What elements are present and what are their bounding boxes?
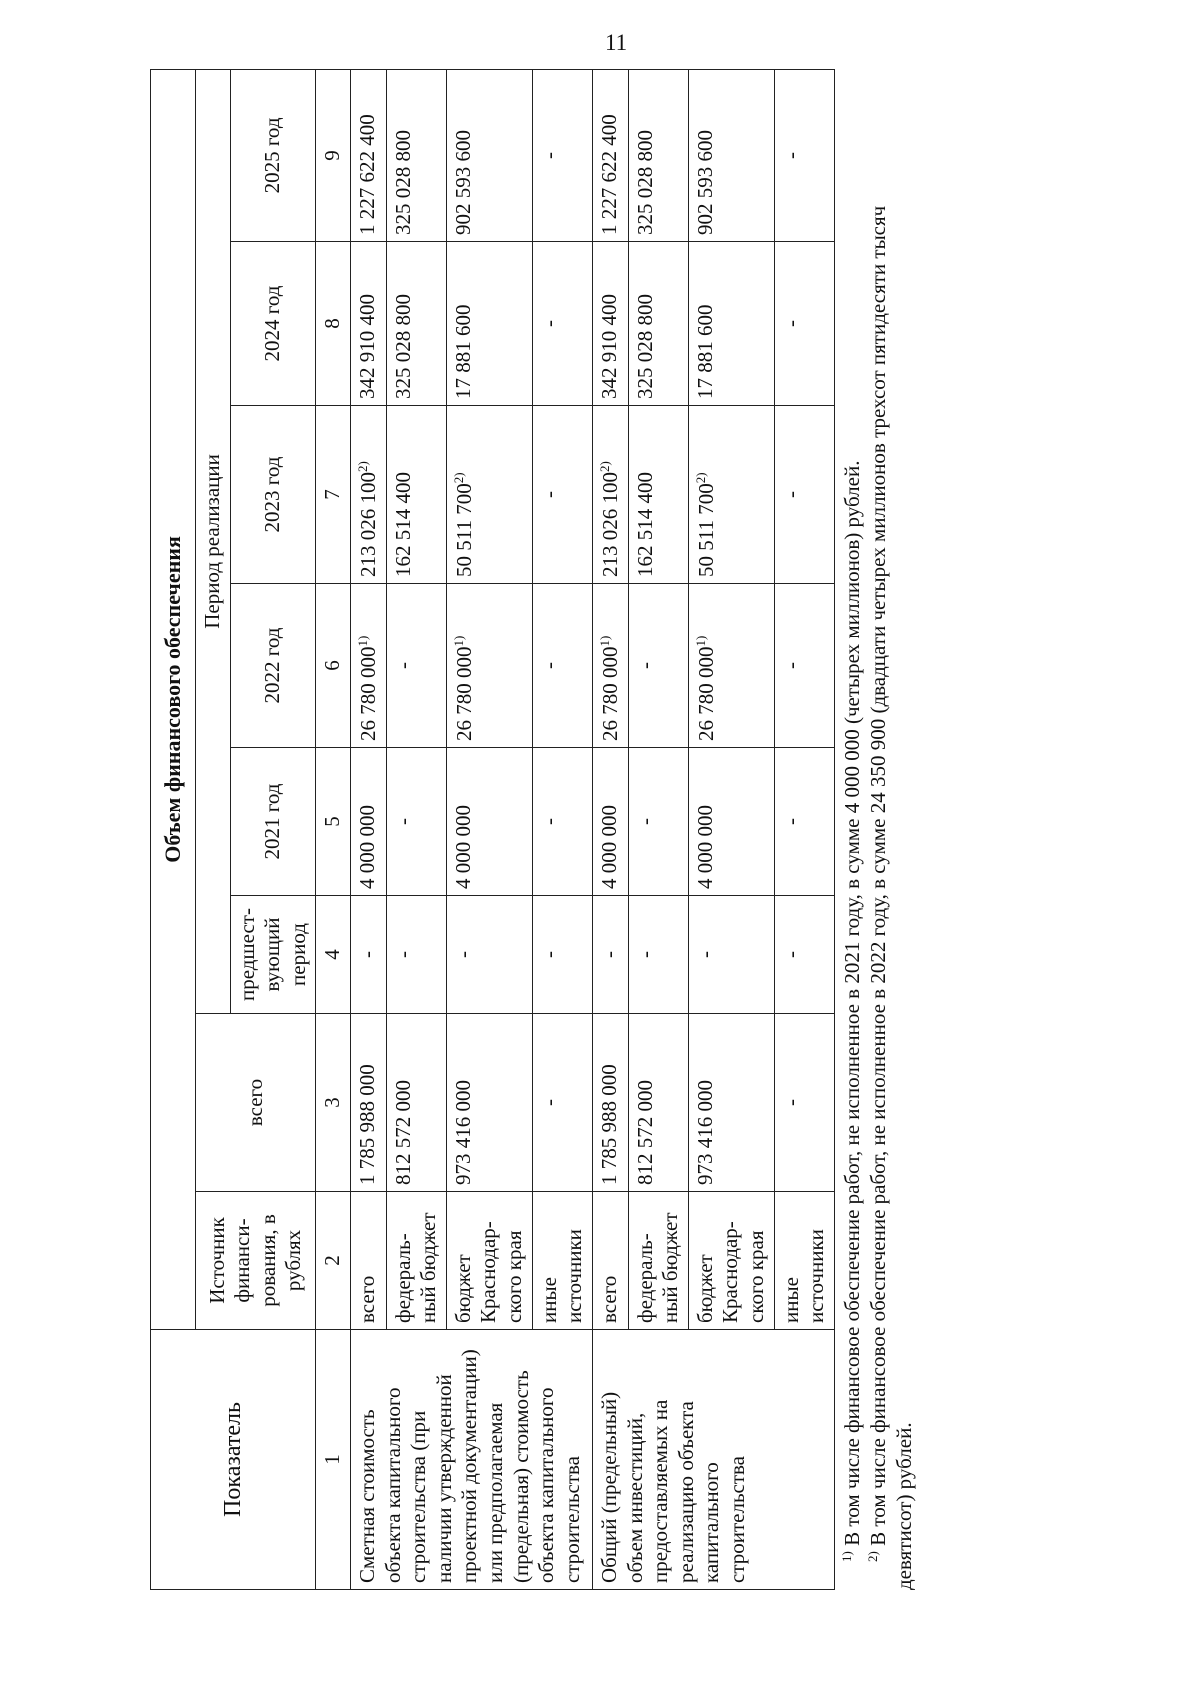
cell-value: - xyxy=(536,662,561,669)
cell-source xyxy=(688,1192,774,1330)
cell-value: - xyxy=(536,320,561,327)
header-2024: 2024 год xyxy=(230,242,316,406)
footnote-ref: 1) xyxy=(450,635,466,647)
cell-value: 1 227 622 400 xyxy=(355,114,380,235)
cell-2023 xyxy=(592,406,628,584)
cell-2021 xyxy=(688,748,774,896)
table-row xyxy=(351,69,387,1589)
cell-value: всего xyxy=(355,1275,380,1323)
cell-prior-period xyxy=(351,896,387,1014)
cell-total xyxy=(774,1014,834,1192)
cell-value: 26 780 000 xyxy=(597,646,622,741)
cell-prior-period xyxy=(628,896,688,1014)
cell-value: - xyxy=(778,818,803,825)
cell-value: 17 881 600 xyxy=(692,304,717,399)
cell-2025 xyxy=(592,69,628,241)
footnote-ref: 1) xyxy=(692,635,708,647)
cell-value: - xyxy=(778,1099,803,1106)
cell-value: 812 572 000 xyxy=(632,1080,657,1185)
cell-source xyxy=(774,1192,834,1330)
cell-2024 xyxy=(774,242,834,406)
cell-value: 902 593 600 xyxy=(450,130,475,235)
cell-value: - xyxy=(778,951,803,958)
column-number: 2 xyxy=(316,1192,351,1330)
column-number: 7 xyxy=(316,406,351,584)
cell-value: - xyxy=(778,662,803,669)
cell-2024 xyxy=(351,242,387,406)
cell-value: - xyxy=(536,818,561,825)
cell-value: 1 785 988 000 xyxy=(596,1064,621,1185)
cell-2024 xyxy=(592,242,628,406)
cell-value: - xyxy=(778,320,803,327)
cell-value: иные источники xyxy=(536,1229,587,1323)
cell-value: - xyxy=(355,951,380,958)
header-source: Источник финанси-рования, в рублях xyxy=(196,1192,316,1330)
cell-prior-period xyxy=(774,896,834,1014)
cell-value: - xyxy=(536,1099,561,1106)
cell-2021 xyxy=(351,748,387,896)
cell-2025 xyxy=(386,69,446,241)
cell-2024 xyxy=(446,242,532,406)
footnote-2 xyxy=(865,110,917,1590)
cell-total xyxy=(446,1014,532,1192)
header-2023: 2023 год xyxy=(230,406,316,584)
cell-value: - xyxy=(632,818,657,825)
footnote-text: В том числе финансовое обеспечение работ, не исполненное в 2022 году, в сумме 24 350 900 (двадцати четырех миллионов трехсот пятидесяти тысяч девятисот) рублей. xyxy=(866,205,917,1590)
cell-value: - xyxy=(778,151,803,159)
cell-value: иные источники xyxy=(778,1229,829,1323)
footnote-text: В том числе финансовое обеспечение работ, не исполненное в 2021 году, в сумме 4 000 000 (четырех миллионов) рублей. xyxy=(839,460,864,1546)
column-number: 8 xyxy=(316,242,351,406)
cell-total xyxy=(628,1014,688,1192)
cell-value: 213 026 100 xyxy=(356,472,381,577)
cell-2023 xyxy=(774,406,834,584)
cell-value: - xyxy=(450,951,475,958)
cell-value: 17 881 600 xyxy=(450,304,475,399)
footnote-ref: 1) xyxy=(355,635,371,647)
cell-value: 26 780 000 xyxy=(693,646,718,741)
header-2025: 2025 год xyxy=(230,69,316,241)
header-2022: 2022 год xyxy=(230,584,316,748)
cell-2021 xyxy=(592,748,628,896)
footnotes xyxy=(839,110,918,1590)
cell-value: - xyxy=(632,662,657,669)
cell-2022 xyxy=(446,584,532,748)
cell-value: 4 000 000 xyxy=(596,805,621,889)
header-prior-period: предшест-вующий период xyxy=(230,896,316,1014)
cell-2022 xyxy=(592,584,628,748)
cell-total xyxy=(688,1014,774,1192)
cell-2021 xyxy=(628,748,688,896)
cell-value: - xyxy=(536,951,561,958)
cell-value: - xyxy=(596,951,621,958)
cell-value: - xyxy=(536,491,561,498)
cell-value: 4 000 000 xyxy=(355,805,380,889)
cell-2023 xyxy=(446,406,532,584)
cell-value: 26 780 000 xyxy=(356,646,381,741)
cell-value: 162 514 400 xyxy=(632,472,657,577)
cell-indicator: Сметная стоимость объекта капитального строительства (при наличии утвержденной проектной документации) или предполагаемая (предельная) стоимость объекта капитального строительства xyxy=(351,1330,593,1590)
header-indicator: Показатель xyxy=(151,1330,316,1590)
cell-value: 162 514 400 xyxy=(390,472,415,577)
cell-value: 4 000 000 xyxy=(450,805,475,889)
cell-value: бюджет Краснодар-ского края xyxy=(450,1221,527,1323)
cell-2024 xyxy=(532,242,592,406)
cell-source xyxy=(351,1192,387,1330)
cell-2021 xyxy=(386,748,446,896)
cell-prior-period xyxy=(688,896,774,1014)
column-number: 9 xyxy=(316,69,351,241)
cell-value: федераль-ный бюджет xyxy=(390,1212,441,1323)
table-title: Объем финансового обеспечения xyxy=(151,69,196,1329)
cell-source xyxy=(628,1192,688,1330)
cell-2022 xyxy=(351,584,387,748)
table-row xyxy=(592,69,628,1589)
cell-2025 xyxy=(532,69,592,241)
cell-prior-period xyxy=(592,896,628,1014)
footnote-marker: 2) xyxy=(865,1551,881,1562)
cell-value: 325 028 800 xyxy=(632,130,657,235)
cell-2022 xyxy=(688,584,774,748)
cell-2025 xyxy=(446,69,532,241)
footnote-ref: 2) xyxy=(450,472,466,484)
cell-2021 xyxy=(774,748,834,896)
cell-value: всего xyxy=(596,1275,621,1323)
header-total: всего xyxy=(196,1014,316,1192)
cell-2023 xyxy=(351,406,387,584)
cell-value: 973 416 000 xyxy=(450,1080,475,1185)
footnote-ref: 2) xyxy=(355,461,371,472)
column-number-row xyxy=(316,69,351,1589)
page-number: 11 xyxy=(605,30,628,55)
cell-value: 325 028 800 xyxy=(390,130,415,235)
cell-2023 xyxy=(688,406,774,584)
cell-value: бюджет Краснодар-ского края xyxy=(692,1221,768,1323)
cell-value: 325 028 800 xyxy=(632,294,657,399)
cell-value: 902 593 600 xyxy=(692,130,717,235)
cell-2025 xyxy=(774,69,834,241)
cell-prior-period xyxy=(386,896,446,1014)
column-number: 3 xyxy=(316,1014,351,1192)
footnote-marker: 1) xyxy=(838,1551,854,1562)
cell-total xyxy=(592,1014,628,1192)
cell-value: 342 910 400 xyxy=(355,294,380,399)
rotated-table-area xyxy=(150,70,1050,1590)
cell-total xyxy=(351,1014,387,1192)
cell-source xyxy=(446,1192,532,1330)
cell-value: - xyxy=(390,951,415,958)
cell-2022 xyxy=(774,584,834,748)
header-2021: 2021 год xyxy=(230,748,316,896)
cell-value: - xyxy=(536,151,561,159)
cell-2025 xyxy=(628,69,688,241)
cell-value: 1 785 988 000 xyxy=(355,1064,380,1185)
column-number: 5 xyxy=(316,748,351,896)
cell-value: - xyxy=(692,951,717,958)
cell-value: федераль-ный бюджет xyxy=(632,1212,683,1323)
cell-value: 342 910 400 xyxy=(596,294,621,399)
cell-value: 1 227 622 400 xyxy=(596,114,621,235)
cell-2021 xyxy=(532,748,592,896)
cell-source xyxy=(592,1192,628,1330)
cell-2025 xyxy=(351,69,387,241)
cell-value: 50 511 700 xyxy=(693,483,718,577)
cell-total xyxy=(386,1014,446,1192)
cell-value: 26 780 000 xyxy=(451,646,476,741)
cell-indicator: Общий (предельный) объем инвестиций, предоставляемых на реализацию объекта капитального строительства xyxy=(592,1330,834,1590)
footnote-ref: 2) xyxy=(596,461,612,472)
cell-source xyxy=(532,1192,592,1330)
cell-value: 50 511 700 xyxy=(451,483,476,577)
footnote-ref: 2) xyxy=(692,472,708,484)
cell-source xyxy=(386,1192,446,1330)
footnote-1 xyxy=(839,110,866,1590)
cell-prior-period xyxy=(446,896,532,1014)
cell-prior-period xyxy=(532,896,592,1014)
cell-value: 973 416 000 xyxy=(692,1080,717,1185)
column-number: 4 xyxy=(316,896,351,1014)
cell-2023 xyxy=(628,406,688,584)
cell-2022 xyxy=(386,584,446,748)
financing-table xyxy=(150,69,835,1590)
table-body xyxy=(351,69,835,1589)
cell-2024 xyxy=(386,242,446,406)
cell-value: 213 026 100 xyxy=(597,472,622,577)
cell-value: - xyxy=(390,818,415,825)
cell-2024 xyxy=(628,242,688,406)
cell-2022 xyxy=(628,584,688,748)
cell-value: 4 000 000 xyxy=(692,805,717,889)
cell-2023 xyxy=(386,406,446,584)
cell-total xyxy=(532,1014,592,1192)
header-period-group: Период реализации xyxy=(196,69,231,1013)
cell-2022 xyxy=(532,584,592,748)
cell-value: 812 572 000 xyxy=(390,1080,415,1185)
cell-2023 xyxy=(532,406,592,584)
column-number: 1 xyxy=(316,1330,351,1590)
cell-value: 325 028 800 xyxy=(390,294,415,399)
footnote-ref: 1) xyxy=(596,635,612,647)
cell-2025 xyxy=(688,69,774,241)
cell-2024 xyxy=(688,242,774,406)
column-number: 6 xyxy=(316,584,351,748)
cell-value: - xyxy=(632,951,657,958)
cell-value: - xyxy=(778,491,803,498)
cell-value: - xyxy=(390,662,415,669)
cell-2021 xyxy=(446,748,532,896)
